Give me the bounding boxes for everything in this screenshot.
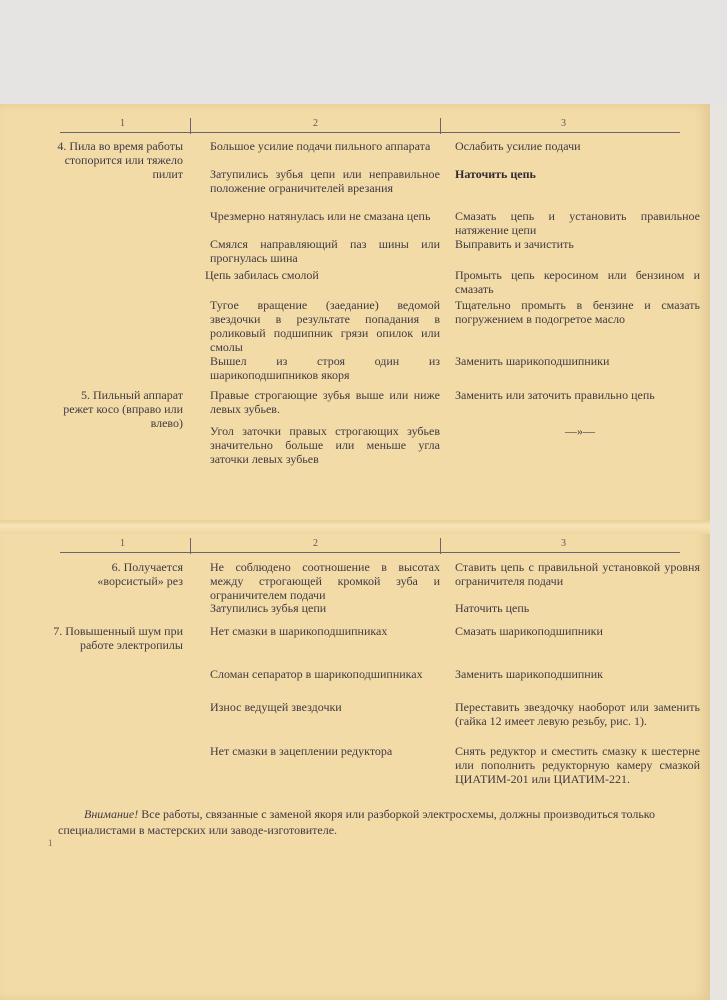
cause-cell: Вышел из строя один из шарикоподшипников якоря (210, 354, 440, 382)
ditto-mark: —»— (565, 424, 595, 438)
col1-number: 1 (120, 118, 125, 129)
warning-note (58, 806, 688, 838)
remedy-cell: Заменить шарикоподшипники (455, 354, 610, 368)
cause-cell: Не соблюдено соотношение в высотах между строгающей кромкой зуба и ограничителем подачи (210, 560, 440, 602)
col3-number: 3 (561, 118, 566, 129)
header-rule (60, 132, 680, 133)
cause-cell: Смялся направляющий паз шины или прогнулась шина (210, 237, 440, 265)
warning-label: Внимание! (84, 807, 139, 821)
cause-cell: Чрезмерно натянулась или не смазана цепь (210, 209, 431, 223)
cause-cell: Правые строгающие зубья выше или ниже левых зубьев. (210, 388, 440, 416)
table-header-top (0, 118, 710, 132)
cause-cell: Затупились зубья цепи (210, 601, 327, 615)
fault-cell: 5. Пильный аппарат режет косо (вправо или влево) (63, 388, 183, 430)
remedy-cell: Смазать шарикоподшипники (455, 624, 603, 638)
cause-cell: Износ ведущей звездочки (210, 700, 342, 714)
cause-cell: Сломан сепаратор в шарикоподшипниках (210, 667, 423, 681)
remedy-cell: Заменить или заточить правильно цепь (455, 388, 655, 402)
cause-cell: Нет смазки в шарикоподшипниках (210, 624, 388, 638)
remedy-cell: Заменить шарикоподшипник (455, 667, 603, 681)
remedy-cell: Ослабить усилие подачи (455, 139, 581, 153)
col2-number: 2 (313, 538, 318, 549)
remedy-cell: Смазать цепь и установить правильное натяжение цепи (455, 209, 700, 237)
remedy-cell: Промыть цепь керосином или бензином и смазать (455, 268, 700, 296)
fault-cell: 6. Получается «ворсистый» рез (97, 560, 183, 588)
remedy-cell: Тщательно промыть в бензине и смазать погружением в подогретое масло (455, 298, 700, 326)
remedy-cell: Наточить цепь (455, 167, 536, 181)
page-mark: 1 (48, 838, 53, 848)
remedy-cell: Выправить и зачистить (455, 237, 574, 251)
table-header-bottom (0, 538, 710, 552)
cause-cell: Тугое вращение (заедание) ведомой звездочки в результате попадания в роликовый подшипник грязи опилок или смолы (210, 298, 440, 354)
col2-number: 2 (313, 118, 318, 129)
remedy-cell: Переставить звездочку наоборот или заменить (гайка 12 имеет левую резьбу, рис. 1). (455, 700, 700, 728)
col1-number: 1 (120, 538, 125, 549)
cause-cell: Нет смазки в зацеплении редуктора (210, 744, 393, 758)
col3-number: 3 (561, 538, 566, 549)
remedy-cell: Снять редуктор и сместить смазку к шестерне или пополнить редукторную камеру смазкой ЦИАТИМ-201 или ЦИАТИМ-221. (455, 744, 700, 786)
scanner-edge (710, 104, 727, 1000)
cause-cell: Цепь забилась смолой (205, 268, 319, 282)
cause-cell: Угол заточки правых строгающих зубьев значительно больше или меньше угла заточки левых зубьев (210, 424, 440, 466)
fault-cell: 7. Повышенный шум при работе электропилы (53, 624, 183, 652)
remedy-cell: Ставить цепь с правильной установкой уровня ограничителя подачи (455, 560, 700, 588)
cause-cell: Затупились зубья цепи или неправильное положение ограничителей врезания (210, 167, 440, 195)
cause-cell: Большое усилие подачи пильного аппарата (210, 139, 431, 153)
remedy-cell: Наточить цепь (455, 601, 530, 615)
header-rule (60, 552, 680, 553)
warning-text: Все работы, связанные с заменой якоря или разборкой электросхемы, должны производиться только специалистами в мастерских или заводе-изготовителе. (58, 807, 656, 837)
paper-fold (0, 520, 710, 534)
scanner-background (0, 0, 727, 104)
fault-cell: 4. Пила во время работы стопорится или тяжело пилит (57, 139, 183, 181)
